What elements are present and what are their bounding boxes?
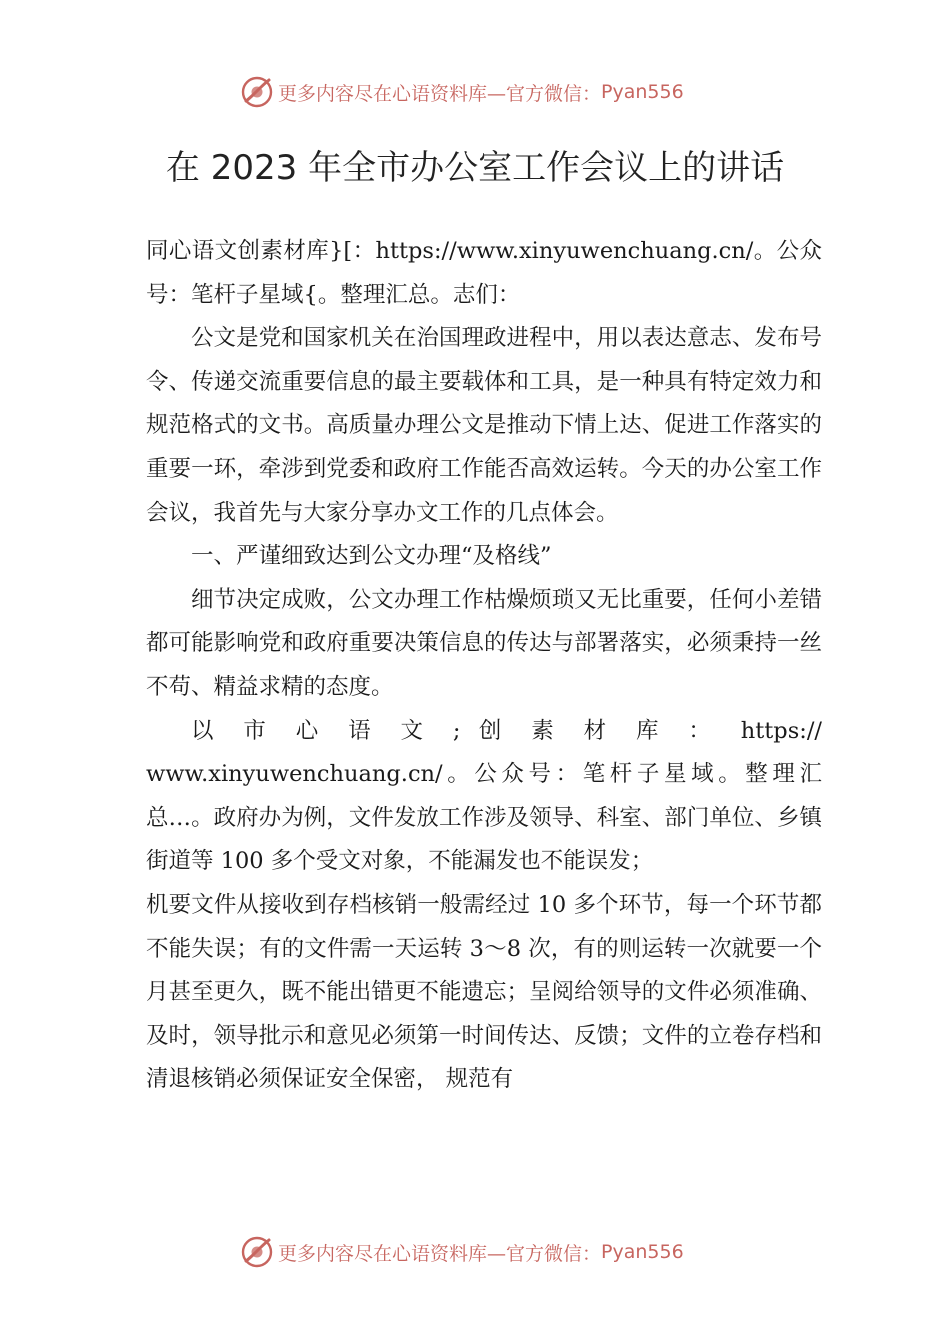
banner-text: 更多内容尽在心语资料库—官方微信： bbox=[278, 82, 602, 105]
paragraph-3-rest: www.xinyuwenchuang.cn/。公众号：笔杆子星域。整理汇总…。政府办为例，文件发放工作涉及领导、科室、部门单位、乡镇街道等 100 多个受文对象，不能漏发也不能误发； bbox=[146, 761, 822, 875]
paragraph-3-line1: 以 市 心 语 文 ; 创 素 材 库 ： https:// bbox=[191, 717, 822, 744]
paragraph-1: 公文是党和国家机关在治国理政进程中，用以表达意志、发布号令、传递交流重要信息的最主要载体和工具，是一种具有特定效力和规范格式的文书。高质量办理公文是推动下情上达、促进工作落实的重要一环，牵涉到党委和政府工作能否高效运转。今天的办公室工作会议，我首先与大家分享办文工作的几点体会。 bbox=[146, 325, 822, 526]
section-heading-1: 一、严谨细致达到公文办理“及格线” bbox=[191, 543, 552, 570]
banner-text: 更多内容尽在心语资料库—官方微信： bbox=[278, 1242, 602, 1265]
header-banner bbox=[240, 72, 760, 112]
paragraph-2: 细节决定成败，公文办理工作枯燥烦琐又无比重要，任何小差错都可能影响党和政府重要决策信息的传达与部署落实，必须秉持一丝不苟、精益求精的态度。 bbox=[146, 586, 822, 700]
brush-logo-icon bbox=[240, 1235, 274, 1269]
document-body bbox=[146, 230, 822, 1102]
footer-banner bbox=[240, 1232, 760, 1272]
banner-wechat-id: Pyan556 bbox=[601, 1241, 684, 1263]
page-title: 在 2023 年全市办公室工作会议上的讲话 bbox=[165, 148, 785, 188]
paragraph-intro: 同心语文创素材库}[：https://www.xinyuwenchuang.cn/。公众号：笔杆子星域{。整理汇总。志们： bbox=[146, 238, 822, 308]
paragraph-4: 机要文件从接收到存档核销一般需经过 10 多个环节，每一个环节都不能失误；有的文件需一天运转 3～8 次，有的则运转一次就要一个月甚至更久，既不能出错更不能遗忘；呈阅给领导的文件必须准确、及时，领导批示和意见必须第一时间传达、反馈；文件的立卷存档和清退核销必须保证安全保密， 规范有 bbox=[146, 891, 822, 1093]
banner-wechat-id: Pyan556 bbox=[601, 81, 684, 103]
brush-logo-icon bbox=[240, 75, 274, 109]
